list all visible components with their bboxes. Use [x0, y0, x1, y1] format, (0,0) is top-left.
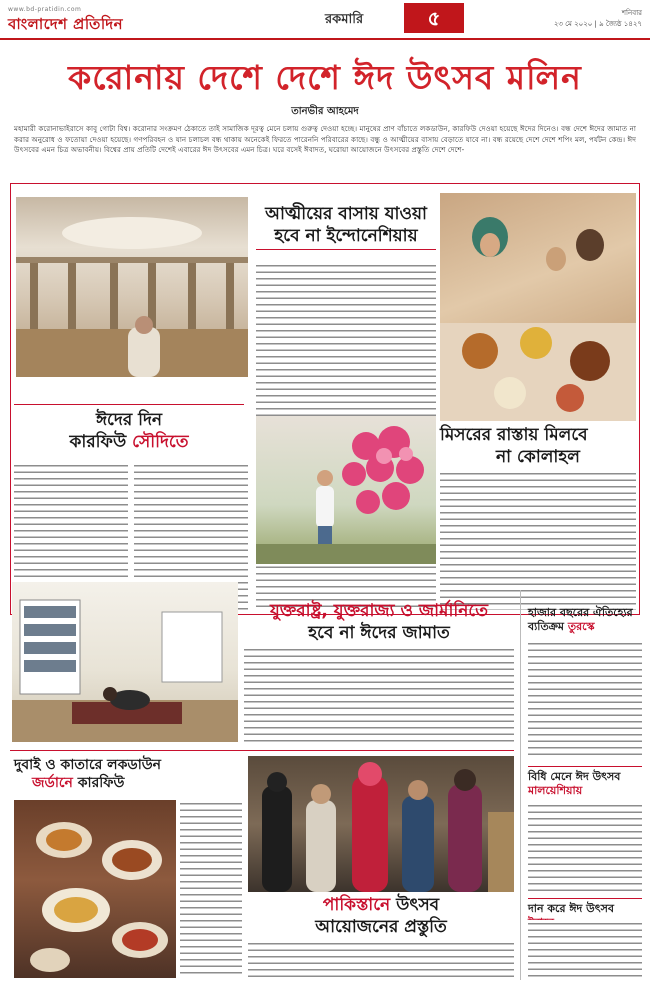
main-headline: করোনায় দেশে দেশে ঈদ উৎসব মলিন [68, 58, 582, 97]
gulf-title-line1: দুবাই ও কাতারে লকডাউন [14, 757, 162, 773]
egypt-headline [440, 424, 636, 468]
saudi-title-curfew: কারফিউ [69, 432, 133, 452]
balloons-illustration [256, 416, 436, 564]
column-divider [520, 590, 521, 980]
weekday: শনিবার [621, 9, 642, 17]
iran-title-donation: দান করে ঈদ উৎসব [528, 902, 614, 915]
turkey-headline [528, 606, 642, 634]
dinner-table-photo [14, 800, 176, 978]
west-headline [244, 600, 514, 644]
malaysia-body [528, 802, 642, 892]
egypt-body [440, 470, 636, 610]
newspaper-logo[interactable] [8, 6, 123, 38]
dinner-illustration [14, 800, 176, 978]
saudi-title-country: সৌদিতে [132, 432, 189, 452]
gulf-body [180, 800, 242, 978]
saudi-headline [14, 404, 244, 453]
indonesia-title: আত্মীয়ের বাসায় যাওয়া হবে না ইন্দোনেশিয়ায় [265, 204, 427, 246]
logo-url: www.bd-pratidin.com [8, 6, 82, 13]
egypt-title-line2: না কোলাহল [496, 447, 580, 467]
saudi-title-line2 [14, 431, 244, 453]
mosque-photo [16, 197, 248, 377]
masthead [0, 0, 650, 40]
pakistan-body [248, 940, 514, 978]
indonesia-underline [256, 249, 436, 250]
turkey-title-line1: হাজার বছরের ঐতিহ্যের [528, 606, 633, 619]
family-illustration [440, 193, 636, 421]
bottom-section-rule [10, 750, 514, 751]
turkey-title-country: তুরস্কে [567, 620, 595, 633]
gulf-title-jordan: জর্ডানে [32, 775, 78, 791]
home-prayer-illustration [12, 582, 238, 742]
family-feast-photo [440, 193, 636, 421]
market-crowd-photo [248, 756, 514, 892]
west-body [244, 646, 514, 746]
gulf-headline [14, 756, 240, 792]
west-title-line2: হবে না ঈদের জামাত [308, 623, 450, 643]
west-title-line1: যুক্তরাষ্ট্র, যুক্তরাজ্য ও জার্মানিতে [270, 601, 488, 621]
logo-text: বাংলাদেশ প্রতিদিন [8, 15, 124, 33]
saudi-title-line1: ঈদের দিন [95, 410, 163, 430]
mosque-illustration [16, 197, 248, 377]
dateline [554, 8, 642, 30]
pakistan-title-festival: উৎসব [396, 895, 440, 915]
prayer-at-home-photo [12, 582, 238, 742]
pakistan-title-country: পাকিস্তানে [322, 895, 397, 915]
intro-paragraph: মহামারী করোনাভাইরাসে কাবু গোটা বিশ্ব। করোনার সংক্রমণ ঠেকাতে তাই সামাজিক দূরত্ব মেনে চলায় গুরুত্ব দেওয়া হচ্ছে। মানুষের প্রাণ বাঁচাতে লকডাউন, কারফিউ দেওয়া হয়েছে ঈদের দিনেও। বন্ধ দেশে ঈদের জামাত না করার অনুরোধ ও ফতোয়া দেওয়া হয়েছে। গণপরিবহন ও যান চলাচল বন্ধ থাকায় অনেকেই ফিরতে পারেননি পরিবারের কাছে। বন্ধু ও আত্মীয়ের বাসায় বেড়াতে যাবে না। বন্ধ রয়েছে দেশে দেশে শপিং মল, পর্যটন কেন্দ্র। ঈদ উৎসবের এমন চিত্র অভাবনীয়। বিশ্বের প্রায় প্রতিটি দেশেই এবারের ঈদ উৎসবের এমন চিত্র। ঘরে বসেই ঈবাদত, ঘরোয়া আয়োজনে উৎসবের প্রস্তুতি দেশে দেশে- [14, 124, 636, 154]
page-number: ৫ [404, 3, 464, 33]
byline: তানভীর আহমেদ [291, 106, 359, 117]
date: ২৩ মে ২০২০ | ৯ জ্যৈষ্ঠ ১৪২৭ [553, 20, 642, 28]
pakistan-title-line2: আয়োজনের প্রস্তুতি [315, 917, 447, 937]
turkey-title-exception: ব্যতিক্রম [528, 620, 568, 633]
turkey-body [528, 640, 642, 760]
malaysia-title-country: মালয়েশিয়ায় [528, 784, 583, 797]
indonesia-headline [256, 203, 436, 247]
balloons-photo [256, 416, 436, 564]
iran-rule [528, 898, 642, 899]
gulf-title-curfew: কারফিউ [77, 775, 125, 791]
malaysia-title-line1: বিধি মেনে ঈদ উৎসব [528, 770, 621, 783]
pakistan-headline [248, 894, 514, 938]
malaysia-rule [528, 766, 642, 767]
malaysia-headline [528, 770, 642, 798]
egypt-title-line1: মিসরের রাস্তায় মিলবে [440, 425, 588, 445]
crowd-illustration [248, 756, 514, 892]
section-name: রকমারি [325, 12, 364, 27]
iran-body [528, 920, 642, 978]
